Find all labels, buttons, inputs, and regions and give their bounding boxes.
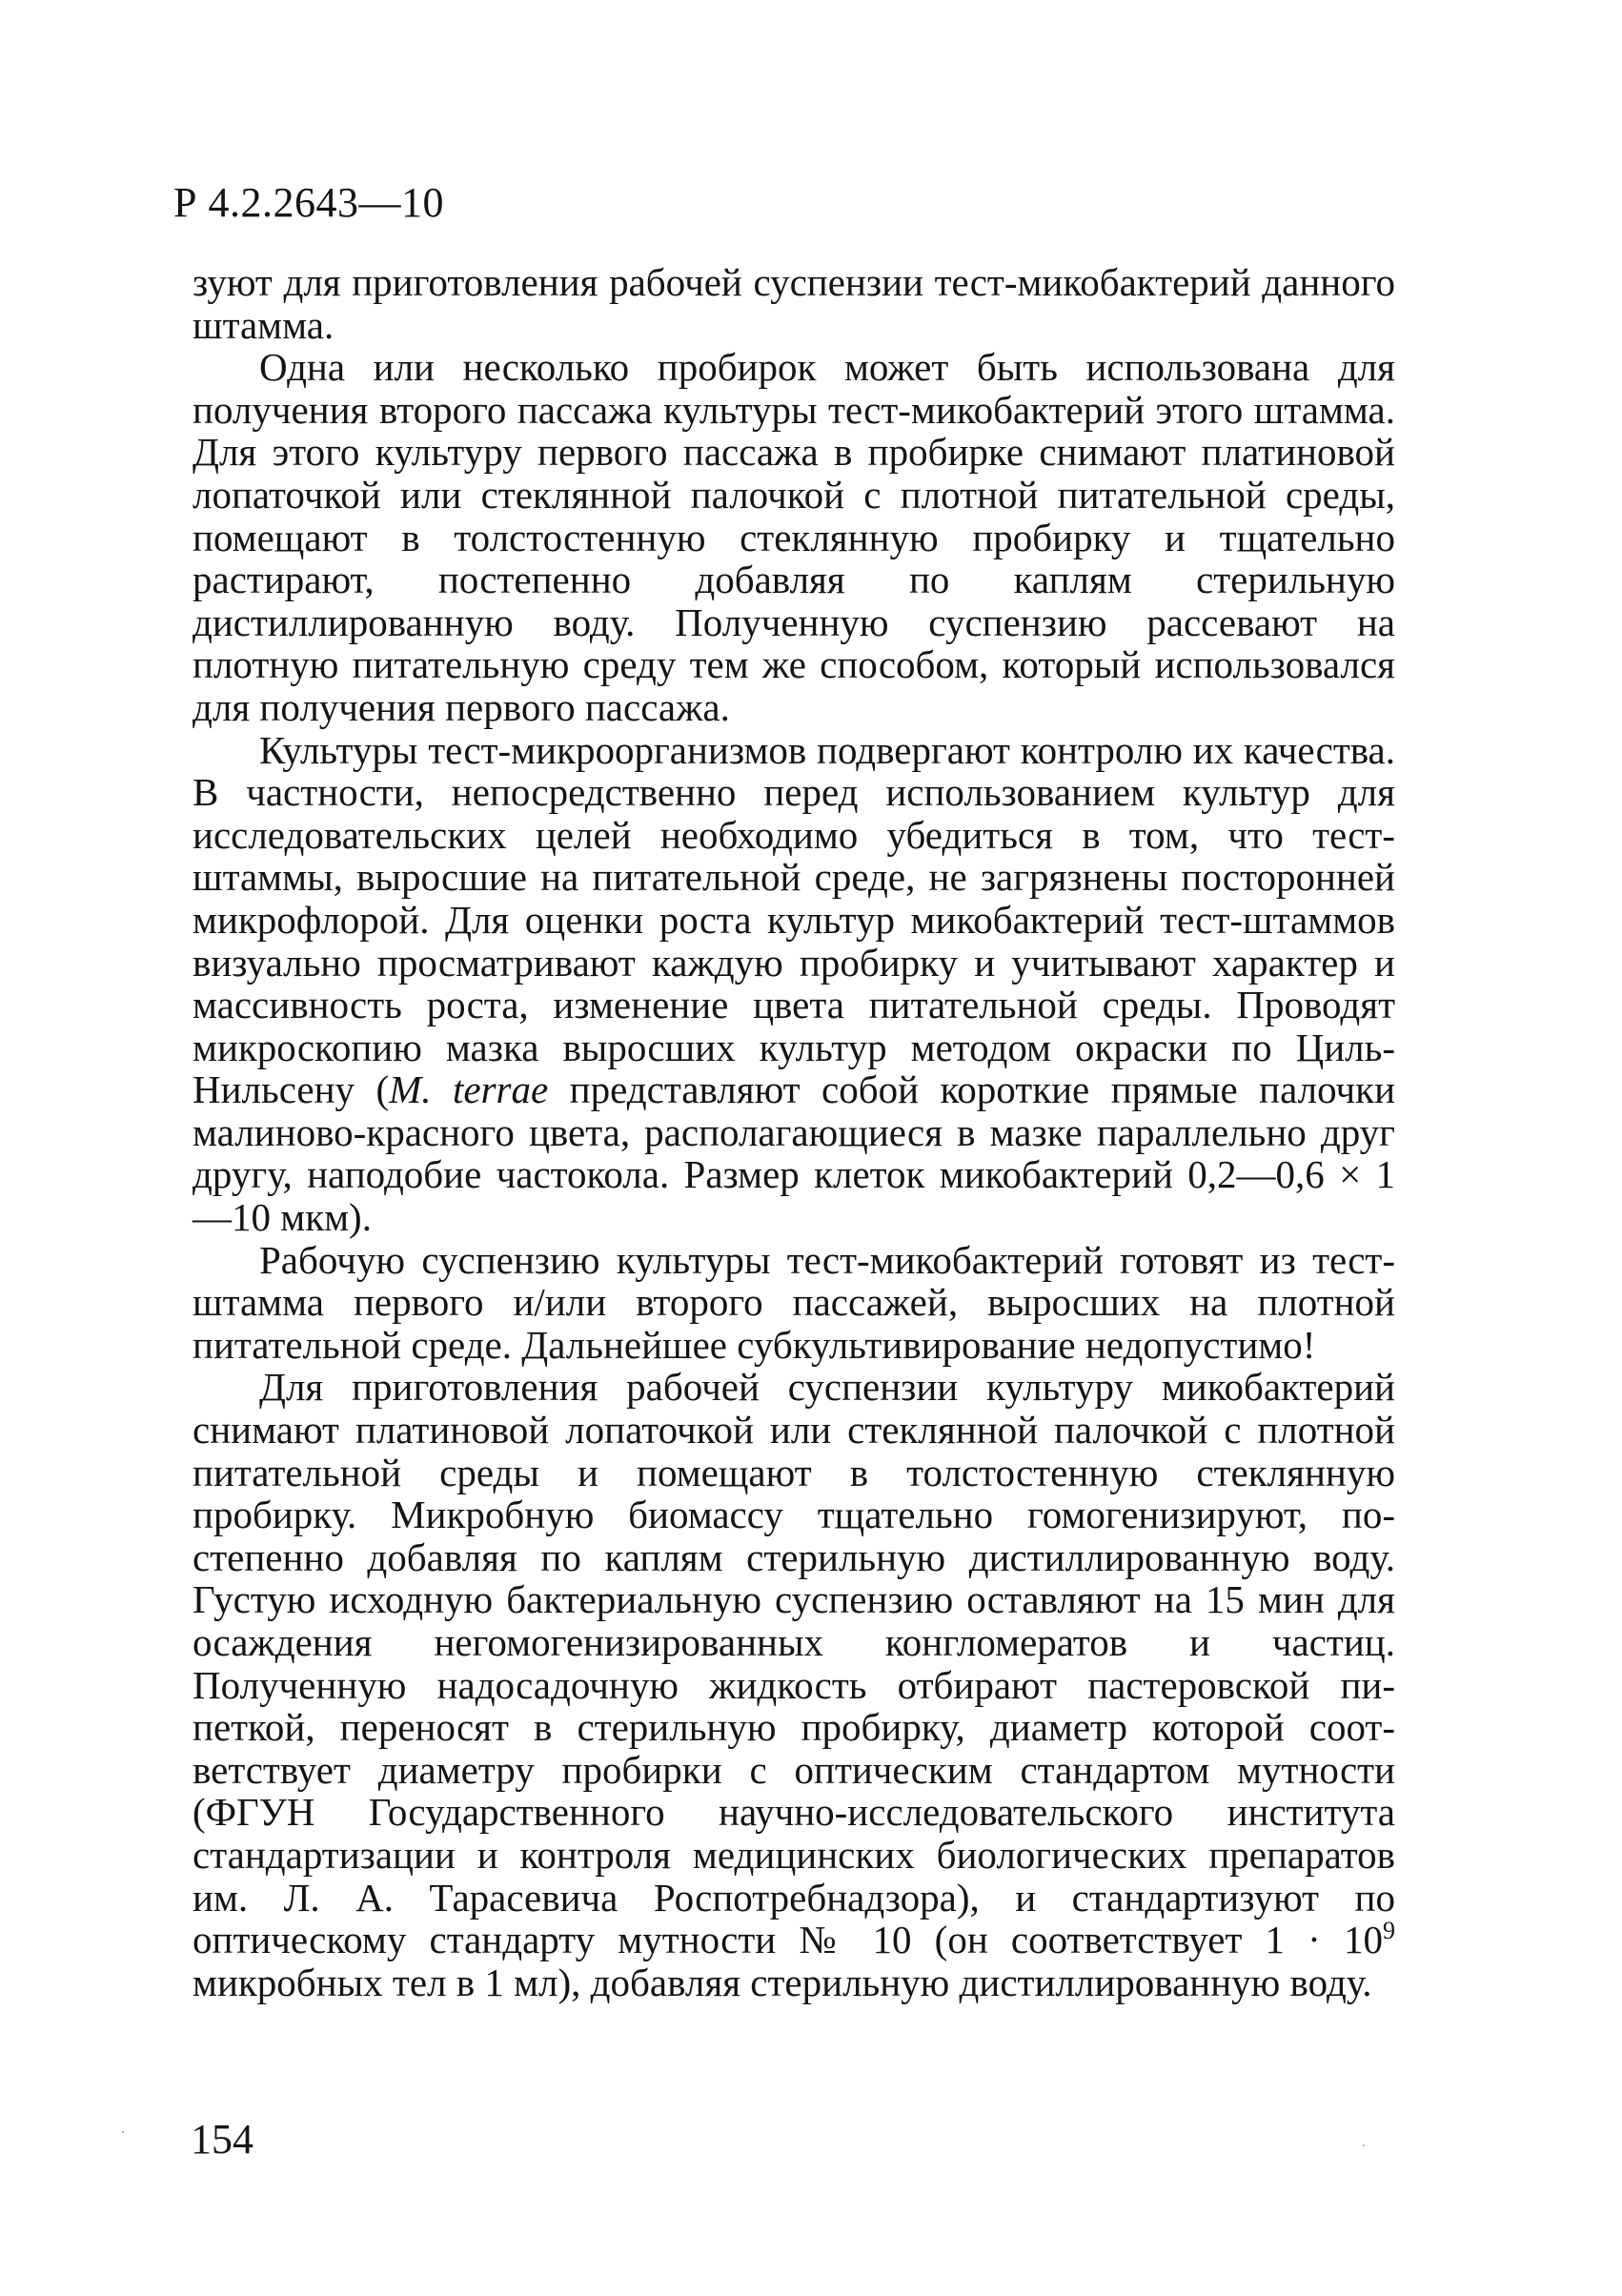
paragraph-p4 xyxy=(193,1239,1395,1367)
paragraph-text: представляют собой короткие прямые палочки малиново-красного цвета, располагающиеся в мазке параллельно друг другу, наподобие частокола. Размер клеток микобактерий 0,2—0,6 × 1—10 мкм). xyxy=(193,1067,1396,1240)
paragraph-text: Рабочую суспензию культуры тест-микобактерий готовят из тест-штамма первого и/или второго пассажей, выросших на плотной питательной среде. Дальнейшее субкультивирование недопустимо! xyxy=(193,1237,1395,1367)
paragraph-text: Культуры тест-микроорганизмов подвергают контролю их качества. В частности, непосредственно перед использованием культур для исследовательских целей необходимо убедиться в том, что тест-штаммы, выросшие на питательной среде, не загрязнены посторонней микрофлорой. Для оценки роста культур микобактерий тест-штаммов визуально просматривают каждую пробирку и учитывают характер и массивность роста, изменение цвета питательной среды. Проводят микроскопию мазка выросших культур методом окраски по Циль-Нильсену ( xyxy=(193,727,1395,1112)
scan-speck xyxy=(1363,2144,1365,2146)
document-code-header: Р 4.2.2643—10 xyxy=(173,179,444,226)
paragraph-text: зуют для приготовления рабочей суспензии тест-микобактерий данного штамма. xyxy=(193,260,1395,347)
paragraph-p3 xyxy=(193,729,1395,1239)
document-body xyxy=(193,261,1395,2003)
exponent-superscript: 9 xyxy=(1383,1917,1395,1945)
species-name-italic: M. terrae xyxy=(389,1067,549,1112)
paragraph-p1 xyxy=(193,261,1395,346)
paragraph-p5 xyxy=(193,1366,1395,2003)
paragraph-p2 xyxy=(193,346,1395,728)
paragraph-text: Для приготовления рабочей суспензии культуру микобактерий снимают платиновой лопаточкой или стеклянной палочкой с плотной питательной среды и помещают в толстостенную стеклянную пробирку. Микробную биомассу тщательно гомогенизируют, постепенно добавляя по каплям стерильную дистиллированную воду. Густую исходную бактериальную суспензию оставляют на 15 мин для осаждения негомогенизированных конгломератов и частиц. Полученную надосадочную жидкость отбирают пастеровской пипеткой, переносят в стерильную пробирку, диаметр которой соответствует диаметру пробирки с оптическим стандартом мутности (ФГУН Государственного научно-исследовательского института стандартизации и контроля медицинских биологических препаратов им. Л. А. Тарасевича Роспотребнадзора), и стандартизуют по оптическому стандарту мутности № 10 (он соответствует 1 · 10 xyxy=(193,1365,1395,1962)
paragraph-text: Одна или несколько пробирок может быть использована для получения второго пассажа культуры тест-микобактерий этого штамма. Для этого культуру первого пассажа в пробирке снимают платиновой лопаточкой или стеклянной палочкой с плотной питательной среды, помещают в толстостенную стеклянную пробирку и тщательно растирают, постепенно добавляя по каплям стерильную дистиллированную воду. Полученную суспензию рассевают на плотную питательную среду тем же способом, который использовался для получения первого пассажа. xyxy=(193,345,1395,729)
page-number: 154 xyxy=(191,2116,253,2163)
paragraph-text: микробных тел в 1 мл), добавляя стерильную дистиллированную воду. xyxy=(193,1960,1372,2004)
scan-speck xyxy=(122,2131,124,2133)
